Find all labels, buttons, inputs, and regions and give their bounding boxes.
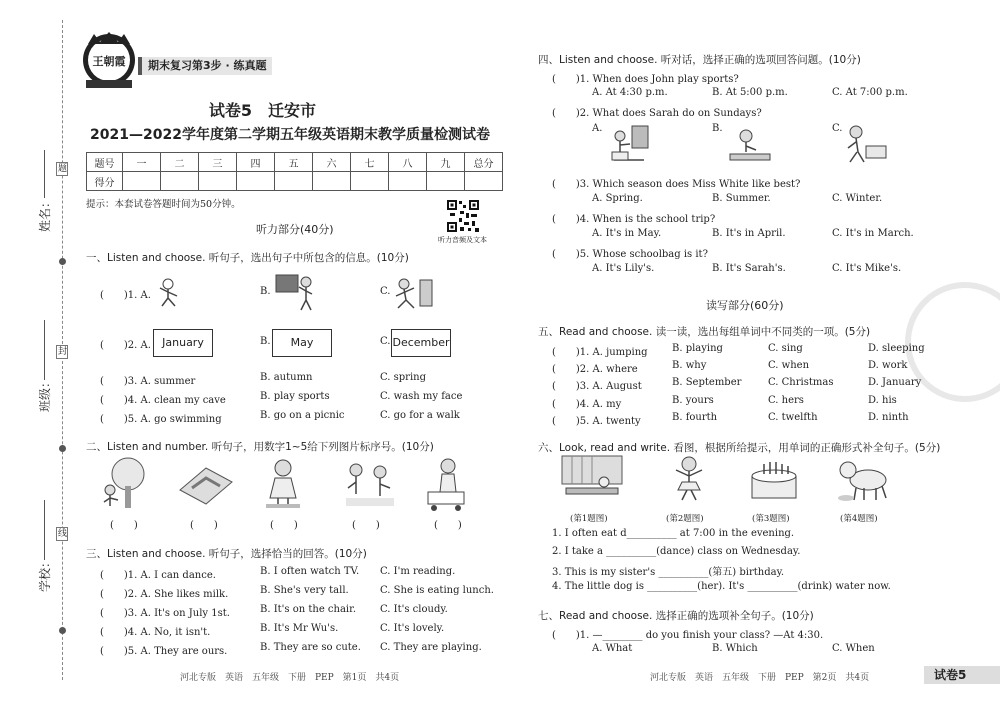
s5-q4-a: ( )4. A. my (552, 399, 622, 410)
score-table (86, 152, 503, 191)
s4-q5-b: B. It's Sarah's. (712, 263, 786, 274)
score-value-row (87, 172, 503, 191)
seal-tag-mid: 封 (58, 347, 68, 357)
s5-q5-c: C. twelfth (768, 412, 818, 423)
s5-q3-d: D. January (868, 377, 922, 388)
s6-caption-2: (第2题图) (666, 514, 704, 524)
s3-q1-a: ( )1. A. I can dance. (100, 570, 216, 581)
score-cell: 五 (275, 153, 313, 172)
score-label: 得分 (87, 172, 123, 191)
s4-q2-a: A. (592, 123, 603, 134)
s6-caption-1: (第1题图) (570, 514, 608, 524)
publisher-logo (80, 30, 138, 90)
s2-answer-blank-2[interactable]: ( ) (190, 520, 218, 531)
score-input[interactable] (389, 172, 427, 191)
section-5-title: 五、Read and choose. 读一读，选出每组单词中不同类的一项。(5分) (538, 326, 871, 338)
s3-q3-c: C. It's cloudy. (380, 604, 448, 615)
s4-q3-b: B. Summer. (712, 193, 771, 204)
score-cell: 一 (123, 153, 161, 172)
s5-q2-b: B. why (672, 360, 707, 371)
footer-right: 河北专版 英语 五年级 下册 PEP 第2页 共4页 (650, 673, 870, 683)
s4-q2b-picture (726, 126, 774, 164)
s6-picture-3-cake (746, 456, 802, 504)
s4-q3-c: C. Winter. (832, 193, 883, 204)
section-6-title: 六、Look, read and write. 看图，根据所给提示，用单词的正确形式补全句子。(5分) (538, 442, 941, 454)
s6-line-2[interactable]: 2. I take a __________(dance) class on Wednesday. (552, 546, 801, 557)
s6-picture-4-dog (834, 454, 898, 504)
s6-picture-2-dancing (664, 454, 714, 506)
time-tip: 提示：本套试卷答题时间为50分钟。 (86, 199, 241, 210)
s1-q2-label: ( )2. A. (100, 340, 151, 351)
seal-tag-top: 题 (58, 164, 68, 174)
score-input[interactable] (161, 172, 199, 191)
s4-q4: ( )4. When is the school trip? (552, 214, 716, 225)
s5-q5-b: B. fourth (672, 412, 718, 423)
s6-line-4[interactable]: 4. The little dog is __________(her). It's __________(drink) water now. (552, 581, 891, 592)
s2-answer-blank-5[interactable]: ( ) (434, 520, 462, 531)
s2-picture-girl (258, 456, 308, 512)
school-label: 学校： (38, 555, 52, 592)
s4-q1-c: C. At 7:00 p.m. (832, 87, 908, 98)
exam-title: 2021—2022学年度第二学期五年级英语期末教学质量检测试卷 (90, 127, 490, 143)
s1-q1-c-label: C. (380, 286, 391, 297)
s6-line-1[interactable]: 1. I often eat d__________ at 7:00 in the evening. (552, 528, 795, 539)
s3-q3-b: B. It's on the chair. (260, 604, 356, 615)
qr-code-icon[interactable] (446, 199, 480, 233)
s5-q5-d: D. ninth (868, 412, 909, 423)
s5-q1-b: B. playing (672, 343, 723, 354)
s6-line-3[interactable]: 3. This is my sister's __________(第五) birthday. (552, 567, 785, 578)
s3-q4-b: B. It's Mr Wu's. (260, 623, 339, 634)
seal-tag-bottom: 线 (58, 529, 68, 539)
school-line[interactable] (44, 500, 45, 560)
s4-q2-c: C. (832, 123, 843, 134)
s1-q4-c: C. wash my face (380, 391, 463, 402)
s3-q2-b: B. She's very tall. (260, 585, 349, 596)
exam-number: 试卷5 迁安市 (208, 101, 317, 120)
s4-q5-a: A. It's Lily's. (592, 263, 655, 274)
name-line[interactable] (44, 150, 45, 198)
s4-q1-a: A. At 4:30 p.m. (592, 87, 668, 98)
score-cell: 三 (199, 153, 237, 172)
s3-q5-b: B. They are so cute. (260, 642, 361, 653)
s3-q5-c: C. They are playing. (380, 642, 482, 653)
s5-q5-a: ( )5. A. twenty (552, 416, 641, 427)
s1-q3-a: ( )3. A. summer (100, 376, 196, 387)
score-input[interactable] (199, 172, 237, 191)
s3-q4-c: C. It's lovely. (380, 623, 445, 634)
svg-text:王朝霞: 王朝霞 (92, 55, 126, 68)
s4-q4-b: B. It's in April. (712, 228, 786, 239)
s5-q2-c: C. when (768, 360, 810, 371)
binding-hole (59, 445, 66, 452)
score-cell: 七 (351, 153, 389, 172)
s4-q4-a: A. It's in May. (592, 228, 662, 239)
s1-q1c-picture (390, 274, 438, 312)
s2-answer-blank-3[interactable]: ( ) (270, 520, 298, 531)
s4-q2-b: B. (712, 123, 723, 134)
listening-title: 听力部分(40分) (256, 223, 334, 236)
s3-q4-a: ( )4. A. No, it isn't. (100, 627, 211, 638)
score-cell: 六 (313, 153, 351, 172)
s4-q2c-picture (840, 124, 890, 166)
s1-q5-a: ( )5. A. go swimming (100, 414, 222, 425)
s6-caption-4: (第4题图) (840, 514, 878, 524)
s5-q4-d: D. his (868, 395, 897, 406)
s1-q5-b: B. go on a picnic (260, 410, 345, 421)
section-3-title: 三、Listen and choose. 听句子，选择恰当的回答。(10分) (86, 548, 367, 560)
class-line[interactable] (44, 320, 45, 380)
s6-caption-3: (第3题图) (752, 514, 790, 524)
s2-answer-blank-1[interactable]: ( ) (110, 520, 138, 531)
s1-q4-a: ( )4. A. clean my cave (100, 395, 226, 406)
s3-q3-a: ( )3. A. It's on July 1st. (100, 608, 230, 619)
s7-q1: ( )1. —________ do you finish your class? —At 4:30. (552, 630, 824, 641)
s2-picture-kids (340, 458, 400, 510)
binding-hole (59, 258, 66, 265)
writing-title: 读写部分(60分) (706, 299, 784, 312)
s2-picture-card (176, 460, 236, 508)
s2-picture-tree (96, 456, 156, 512)
s5-q2-d: D. work (868, 360, 908, 371)
s3-q2-a: ( )2. A. She likes milk. (100, 589, 229, 600)
s6-picture-1-dinner (560, 454, 624, 504)
s5-q4-b: B. yours (672, 395, 714, 406)
score-cell: 九 (427, 153, 465, 172)
s4-q1: ( )1. When does John play sports? (552, 74, 739, 85)
s1-q2a-box: January (153, 329, 213, 357)
score-input[interactable] (351, 172, 389, 191)
score-header-row (87, 153, 503, 172)
s1-q1a-picture (150, 276, 186, 308)
section-2-title: 二、Listen and number. 听句子，用数字1~5给下列图片标序号。(10分) (86, 441, 434, 453)
s3-q5-a: ( )5. A. They are ours. (100, 646, 228, 657)
s2-answer-blank-4[interactable]: ( ) (352, 520, 380, 531)
score-input[interactable] (427, 172, 465, 191)
score-input[interactable] (237, 172, 275, 191)
s7-q1-b: B. Which (712, 643, 758, 654)
score-input[interactable] (313, 172, 351, 191)
s1-q1-label: ( )1. A. (100, 290, 151, 301)
s4-q5: ( )5. Whose schoolbag is it? (552, 249, 708, 260)
s1-q5-c: C. go for a walk (380, 410, 460, 421)
score-input[interactable] (275, 172, 313, 191)
s1-q2b-box: May (272, 329, 332, 357)
s4-q2: ( )2. What does Sarah do on Sundays? (552, 108, 762, 119)
s5-q3-c: C. Christmas (768, 377, 834, 388)
step-banner: 期末复习第3步 · 练真题 (138, 57, 272, 75)
score-cell: 四 (237, 153, 275, 172)
s2-picture-cart (420, 456, 476, 512)
section-1-title: 一、Listen and choose. 听句子，选出句子中所包含的信息。(10分) (86, 252, 409, 264)
s1-q1b-picture (272, 272, 320, 312)
qr-caption: 听力音频及文本 (438, 236, 487, 244)
s1-q1-b-label: B. (260, 286, 271, 297)
section-7-title: 七、Read and choose. 选择正确的选项补全句子。(10分) (538, 610, 814, 622)
score-cell: 八 (389, 153, 427, 172)
score-cell: 总分 (465, 153, 503, 172)
s3-q1-b: B. I often watch TV. (260, 566, 360, 577)
score-cell: 题号 (87, 153, 123, 172)
footer-left: 河北专版 英语 五年级 下册 PEP 第1页 共4页 (180, 673, 400, 683)
binding-hole (59, 627, 66, 634)
s7-q1-c: C. When (832, 643, 875, 654)
s1-q4-b: B. play sports (260, 391, 330, 402)
s4-q3-a: A. Spring. (592, 193, 643, 204)
s3-q2-c: C. She is eating lunch. (380, 585, 494, 596)
s5-q3-a: ( )3. A. August (552, 381, 642, 392)
s1-q2-c-label: C. (380, 336, 391, 347)
s4-q1-b: B. At 5:00 p.m. (712, 87, 788, 98)
section-4-title: 四、Listen and choose. 听对话，选择正确的选项回答问题。(10分) (538, 54, 861, 66)
s1-q2c-box: December (391, 329, 451, 357)
s5-q1-a: ( )1. A. jumping (552, 347, 648, 358)
score-cell: 二 (161, 153, 199, 172)
class-label: 班级： (38, 375, 52, 412)
s5-q1-d: D. sleeping (868, 343, 925, 354)
s4-q2a-picture (604, 122, 654, 164)
s7-q1-a: A. What (592, 643, 633, 654)
s4-q4-c: C. It's in March. (832, 228, 914, 239)
s5-q1-c: C. sing (768, 343, 803, 354)
score-input[interactable] (123, 172, 161, 191)
score-input[interactable] (465, 172, 503, 191)
s5-q3-b: B. September (672, 377, 742, 388)
s1-q2-b-label: B. (260, 336, 271, 347)
s5-q2-a: ( )2. A. where (552, 364, 638, 375)
s1-q3-b: B. autumn (260, 372, 313, 383)
name-label: 姓名： (38, 195, 52, 232)
s5-q4-c: C. hers (768, 395, 804, 406)
s1-q3-c: C. spring (380, 372, 427, 383)
s3-q1-c: C. I'm reading. (380, 566, 456, 577)
s4-q5-c: C. It's Mike's. (832, 263, 902, 274)
s4-q3: ( )3. Which season does Miss White like best? (552, 179, 801, 190)
exam-tab: 试卷5 (924, 666, 1000, 684)
